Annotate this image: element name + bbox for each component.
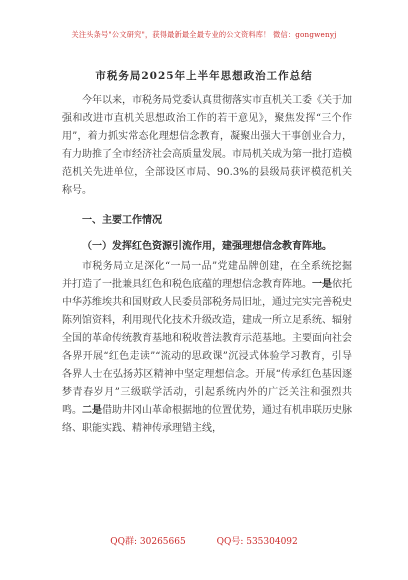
paragraph-text: 借助井冈山革命根据地的位置优势，通过有机串联历史脉络、职能实践、精神传承理错主线， <box>62 405 352 434</box>
paragraph-text: 依托中华苏维埃共和国财政人民委员部税务局旧址，通过完实完善税史陈列馆资料，利用现代化技术升级改造，建成一所立足系统、辐射全国的革命传统教育基地和税收普法教育示范基地。主要面向社会各界开展“红色走读”“流动的思政课”沉浸式体验学习教育，引导各界人士在弘扬苏区精神中坚定理想信念。开展“传承红色基因逐梦青春岁月”三级联学活动，引起系统内外的广泛关注和强烈共鸣。 <box>62 279 352 416</box>
subsection-paragraph <box>62 258 352 438</box>
section-heading: 一、主要工作情况 <box>82 215 162 226</box>
subsection-heading: （一）发挥红色资源引流作用，建强理想信念教育阵地。 <box>82 241 332 252</box>
document-title: 市税务局2025年上半年思想政治工作总结 <box>95 70 313 82</box>
footer-qq-group: QQ群: 30265665 <box>110 537 186 547</box>
intro-paragraph: 今年以来，市税务局党委认真贯彻落实市直机关工委《关于加强和改进市直机关思想政治工作的若干意见》，聚焦发挥“三个作用”，着力抓实常态化理想信念教育，凝聚出强大干事创业合力，有力助推了全市经济社会高质量发展。市局机关成为第一批打造模范机关先进单位，全部设区市局、90.3%的县级局获评模范机关称号。 <box>62 95 352 196</box>
header-note: 关注头条号"公文研究"，获得最新最全最专业的公文资料库！ 微信：gongwenyj <box>71 30 337 39</box>
paragraph-text: 市税务局立足深化“一局一品”党建品牌创建，在全系统挖掘并打造了一批兼具红色和税色底蕴的理想信念教育阵地。 <box>62 261 352 290</box>
lead-marker-2: 二是 <box>82 405 102 416</box>
footer-contact <box>0 534 408 547</box>
footer-qq-number: QQ号: 535304092 <box>216 537 298 547</box>
document-body <box>62 92 352 438</box>
lead-marker-1: 一是 <box>312 279 332 290</box>
